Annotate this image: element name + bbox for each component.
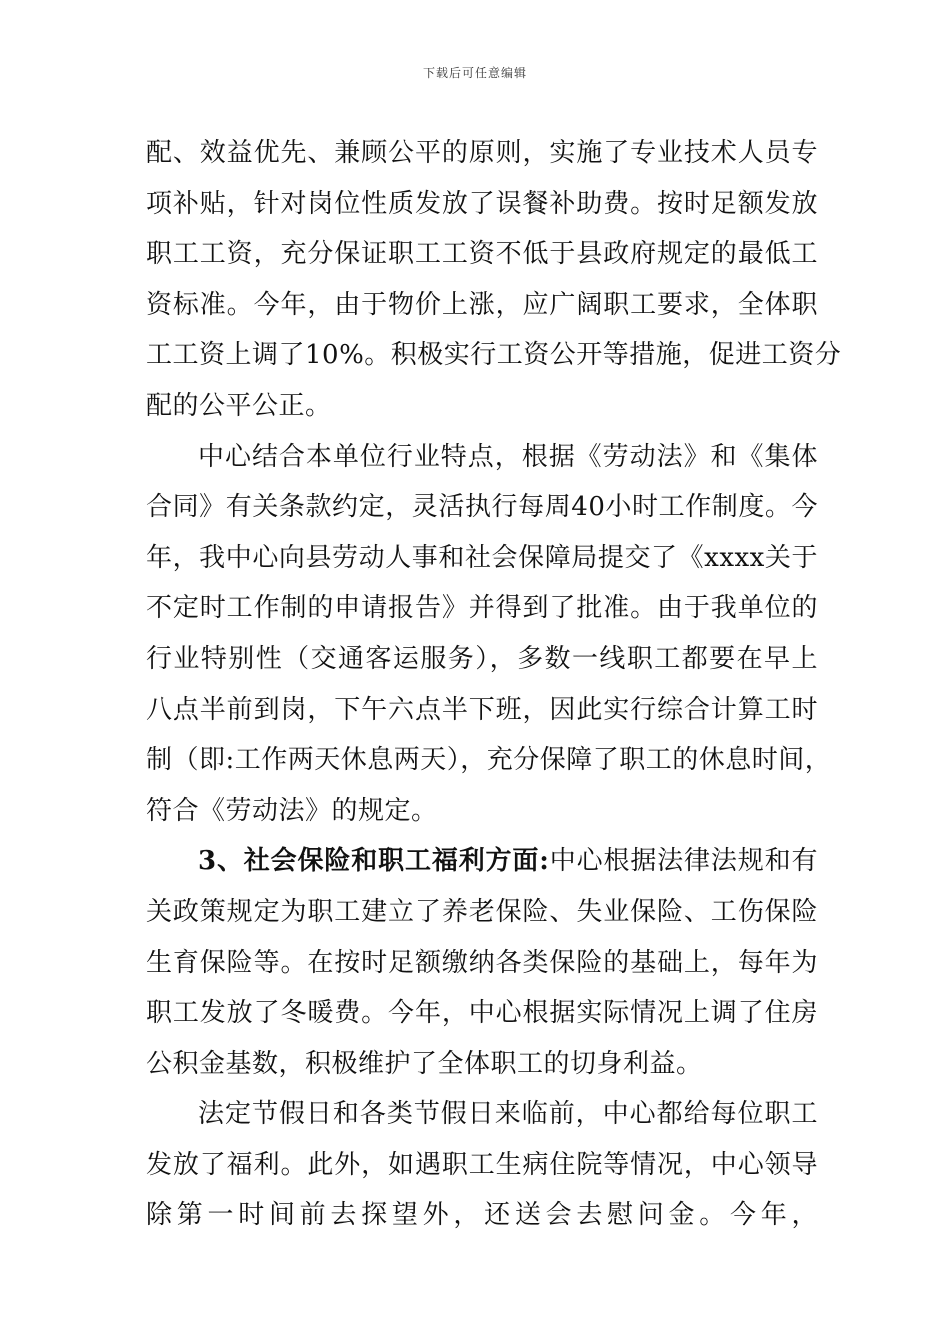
paragraph-1-line-6: 配的公平公正。: [146, 390, 332, 421]
paragraph-4-line-3: 除第一时间前去探望外，还送会去慰问金。今年，: [146, 1200, 818, 1231]
paragraph-3-line-1: [146, 836, 818, 887]
paragraph-3-line-4: 职工发放了冬暖费。今年，中心根据实际情况上调了住房: [146, 998, 818, 1029]
paragraph-2-line-6: 八点半前到岗，下午六点半下班，因此实行综合计算工时: [146, 694, 818, 725]
paragraph-3-line-1-text: 中心根据法律法规和有: [549, 846, 818, 877]
paragraph-2-line-4: 不定时工作制的申请报告》并得到了批准。由于我单位的: [146, 593, 818, 624]
paragraph-2-line-3: 年，我中心向县劳动人事和社会保障局提交了《xxxx关于: [146, 542, 818, 573]
paragraph-3-line-2: 关政策规定为职工建立了养老保险、失业保险、工伤保险: [146, 896, 818, 927]
paragraph-2-line-5: 行业特别性（交通客运服务），多数一线职工都要在早上: [146, 643, 818, 674]
paragraph-3-line-5: 公积金基数，积极维护了全体职工的切身利益。: [146, 1048, 703, 1079]
paragraph-1-line-1: 配、效益优先、兼顾公平的原则，实施了专业技术人员专: [146, 138, 818, 168]
section-heading: 3、社会保险和职工福利方面:: [198, 846, 550, 877]
paragraph-3-line-3: 生育保险等。在按时足额缴纳各类保险的基础上，每年为: [146, 947, 818, 978]
paragraph-1-line-4: 资标准。今年，由于物价上涨，应广阔职工要求，全体职: [146, 289, 818, 320]
page-header-watermark: 下载后可任意编辑: [422, 66, 527, 80]
paragraph-2-line-2: 合同》有关条款约定，灵活执行每周40小时工作制度。今: [146, 492, 818, 523]
paragraph-1-line-3: 职工工资，充分保证职工工资不低于县政府规定的最低工: [146, 239, 818, 270]
paragraph-2-line-1: 中心结合本单位行业特点，根据《劳动法》和《集体: [198, 441, 818, 472]
document-body: [146, 128, 842, 1241]
paragraph-2-line-7: 制（即:工作两天休息两天），充分保障了职工的休息时间，: [146, 745, 832, 776]
paragraph-4-line-2: 发放了福利。此外，如遇职工生病住院等情况，中心领导: [146, 1149, 818, 1180]
paragraph-4-line-1: 法定节假日和各类节假日来临前，中心都给每位职工: [198, 1099, 818, 1130]
paragraph-2-line-8: 符合《劳动法》的规定。: [146, 795, 438, 826]
paragraph-1-line-5: 工工资上调了10%。积极实行工资公开等措施，促进工资分: [146, 340, 842, 371]
paragraph-1-line-2: 项补贴，针对岗位性质发放了误餐补助费。按时足额发放: [146, 188, 818, 219]
